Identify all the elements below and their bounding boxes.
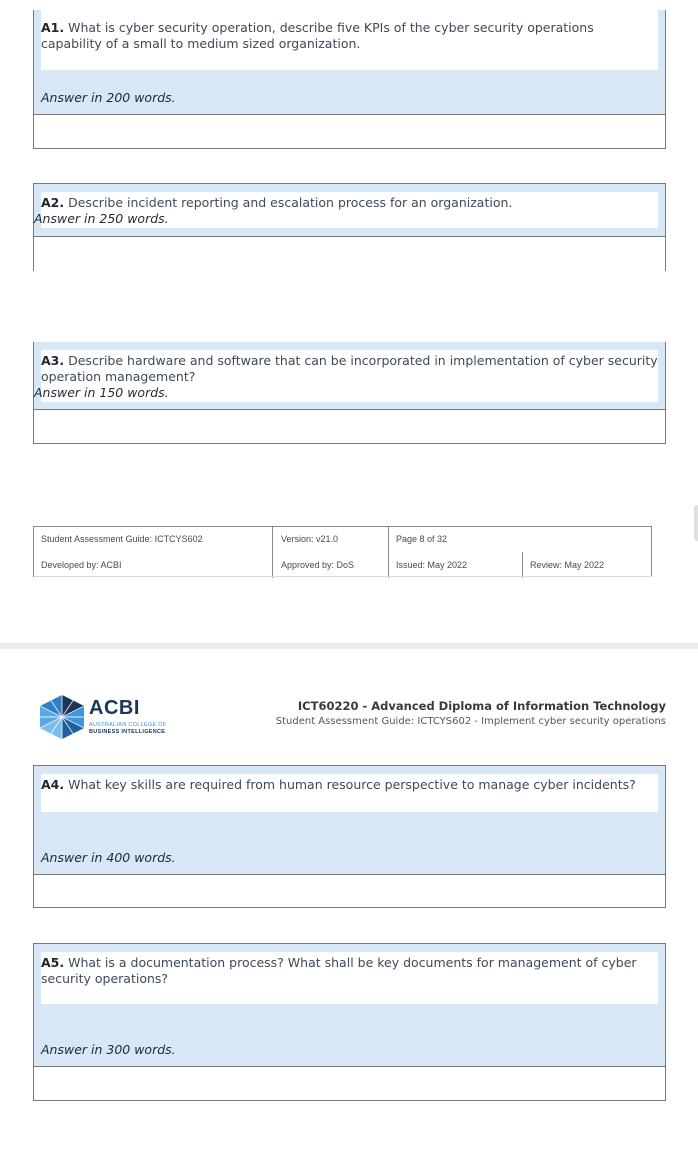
question-a3	[33, 342, 666, 444]
question-a1-text: A1. What is cyber security operation, describe five KPIs of the cyber security operations capability of a small to medium sized organization.	[41, 10, 658, 70]
question-a5	[33, 943, 666, 1101]
question-a5-word-limit: Answer in 300 words.	[41, 1042, 176, 1057]
footer-page-number: Page 8 of 32	[396, 534, 448, 544]
logo-subtitle: AUSTRALIAN COLLEGE OF BUSINESS INTELLIGENCE	[89, 722, 167, 735]
question-a2-word-limit: Answer in 250 words.	[34, 211, 169, 226]
acbi-logo-icon	[38, 694, 86, 740]
question-a4-text: A4. What key skills are required from human resource perspective to manage cyber incidents?	[41, 774, 658, 812]
answer-box-a4[interactable]	[34, 874, 665, 907]
page-9	[0, 649, 698, 1159]
course-title: ICT60220 - Advanced Diploma of Information Technology	[297, 699, 666, 713]
answer-box-a5[interactable]	[34, 1066, 665, 1100]
footer-approved-by: Approved by: DoS	[281, 560, 355, 570]
guide-title: Student Assessment Guide: ICTCYS602 - Implement cyber security operations	[275, 716, 666, 727]
answer-box-a1[interactable]	[34, 114, 665, 148]
answer-box-a3[interactable]	[34, 409, 665, 442]
footer-issued: Issued: May 2022	[396, 560, 468, 570]
logo-wordmark	[89, 697, 167, 735]
footer-version: Version: v21.0	[281, 534, 339, 544]
question-a3-word-limit: Answer in 150 words.	[34, 385, 169, 400]
page-footer	[33, 526, 652, 577]
logo-name: ACBI	[89, 697, 140, 719]
footer-review: Review: May 2022	[530, 560, 605, 570]
question-a2	[33, 183, 666, 271]
scroll-edge	[694, 505, 698, 541]
answer-box-a2[interactable]	[34, 236, 665, 270]
footer-guide: Student Assessment Guide: ICTCYS602	[41, 534, 203, 544]
question-a3-text: A3. Describe hardware and software that can be incorporated in implementation of cyber security operation management? Answer in 150 words.	[41, 350, 658, 402]
question-a4-word-limit: Answer in 400 words.	[41, 850, 176, 865]
question-a1-word-limit: Answer in 200 words.	[41, 90, 176, 105]
question-a4	[33, 765, 666, 908]
document-header	[276, 699, 666, 727]
question-a1	[33, 10, 666, 149]
footer-developed-by: Developed by: ACBI	[41, 560, 122, 570]
question-a2-text: A2. Describe incident reporting and escalation process for an organization. Answer in 250 words.	[41, 192, 658, 228]
question-a5-text: A5. What is a documentation process? What shall be key documents for management of cyber security operations?	[41, 952, 658, 1004]
